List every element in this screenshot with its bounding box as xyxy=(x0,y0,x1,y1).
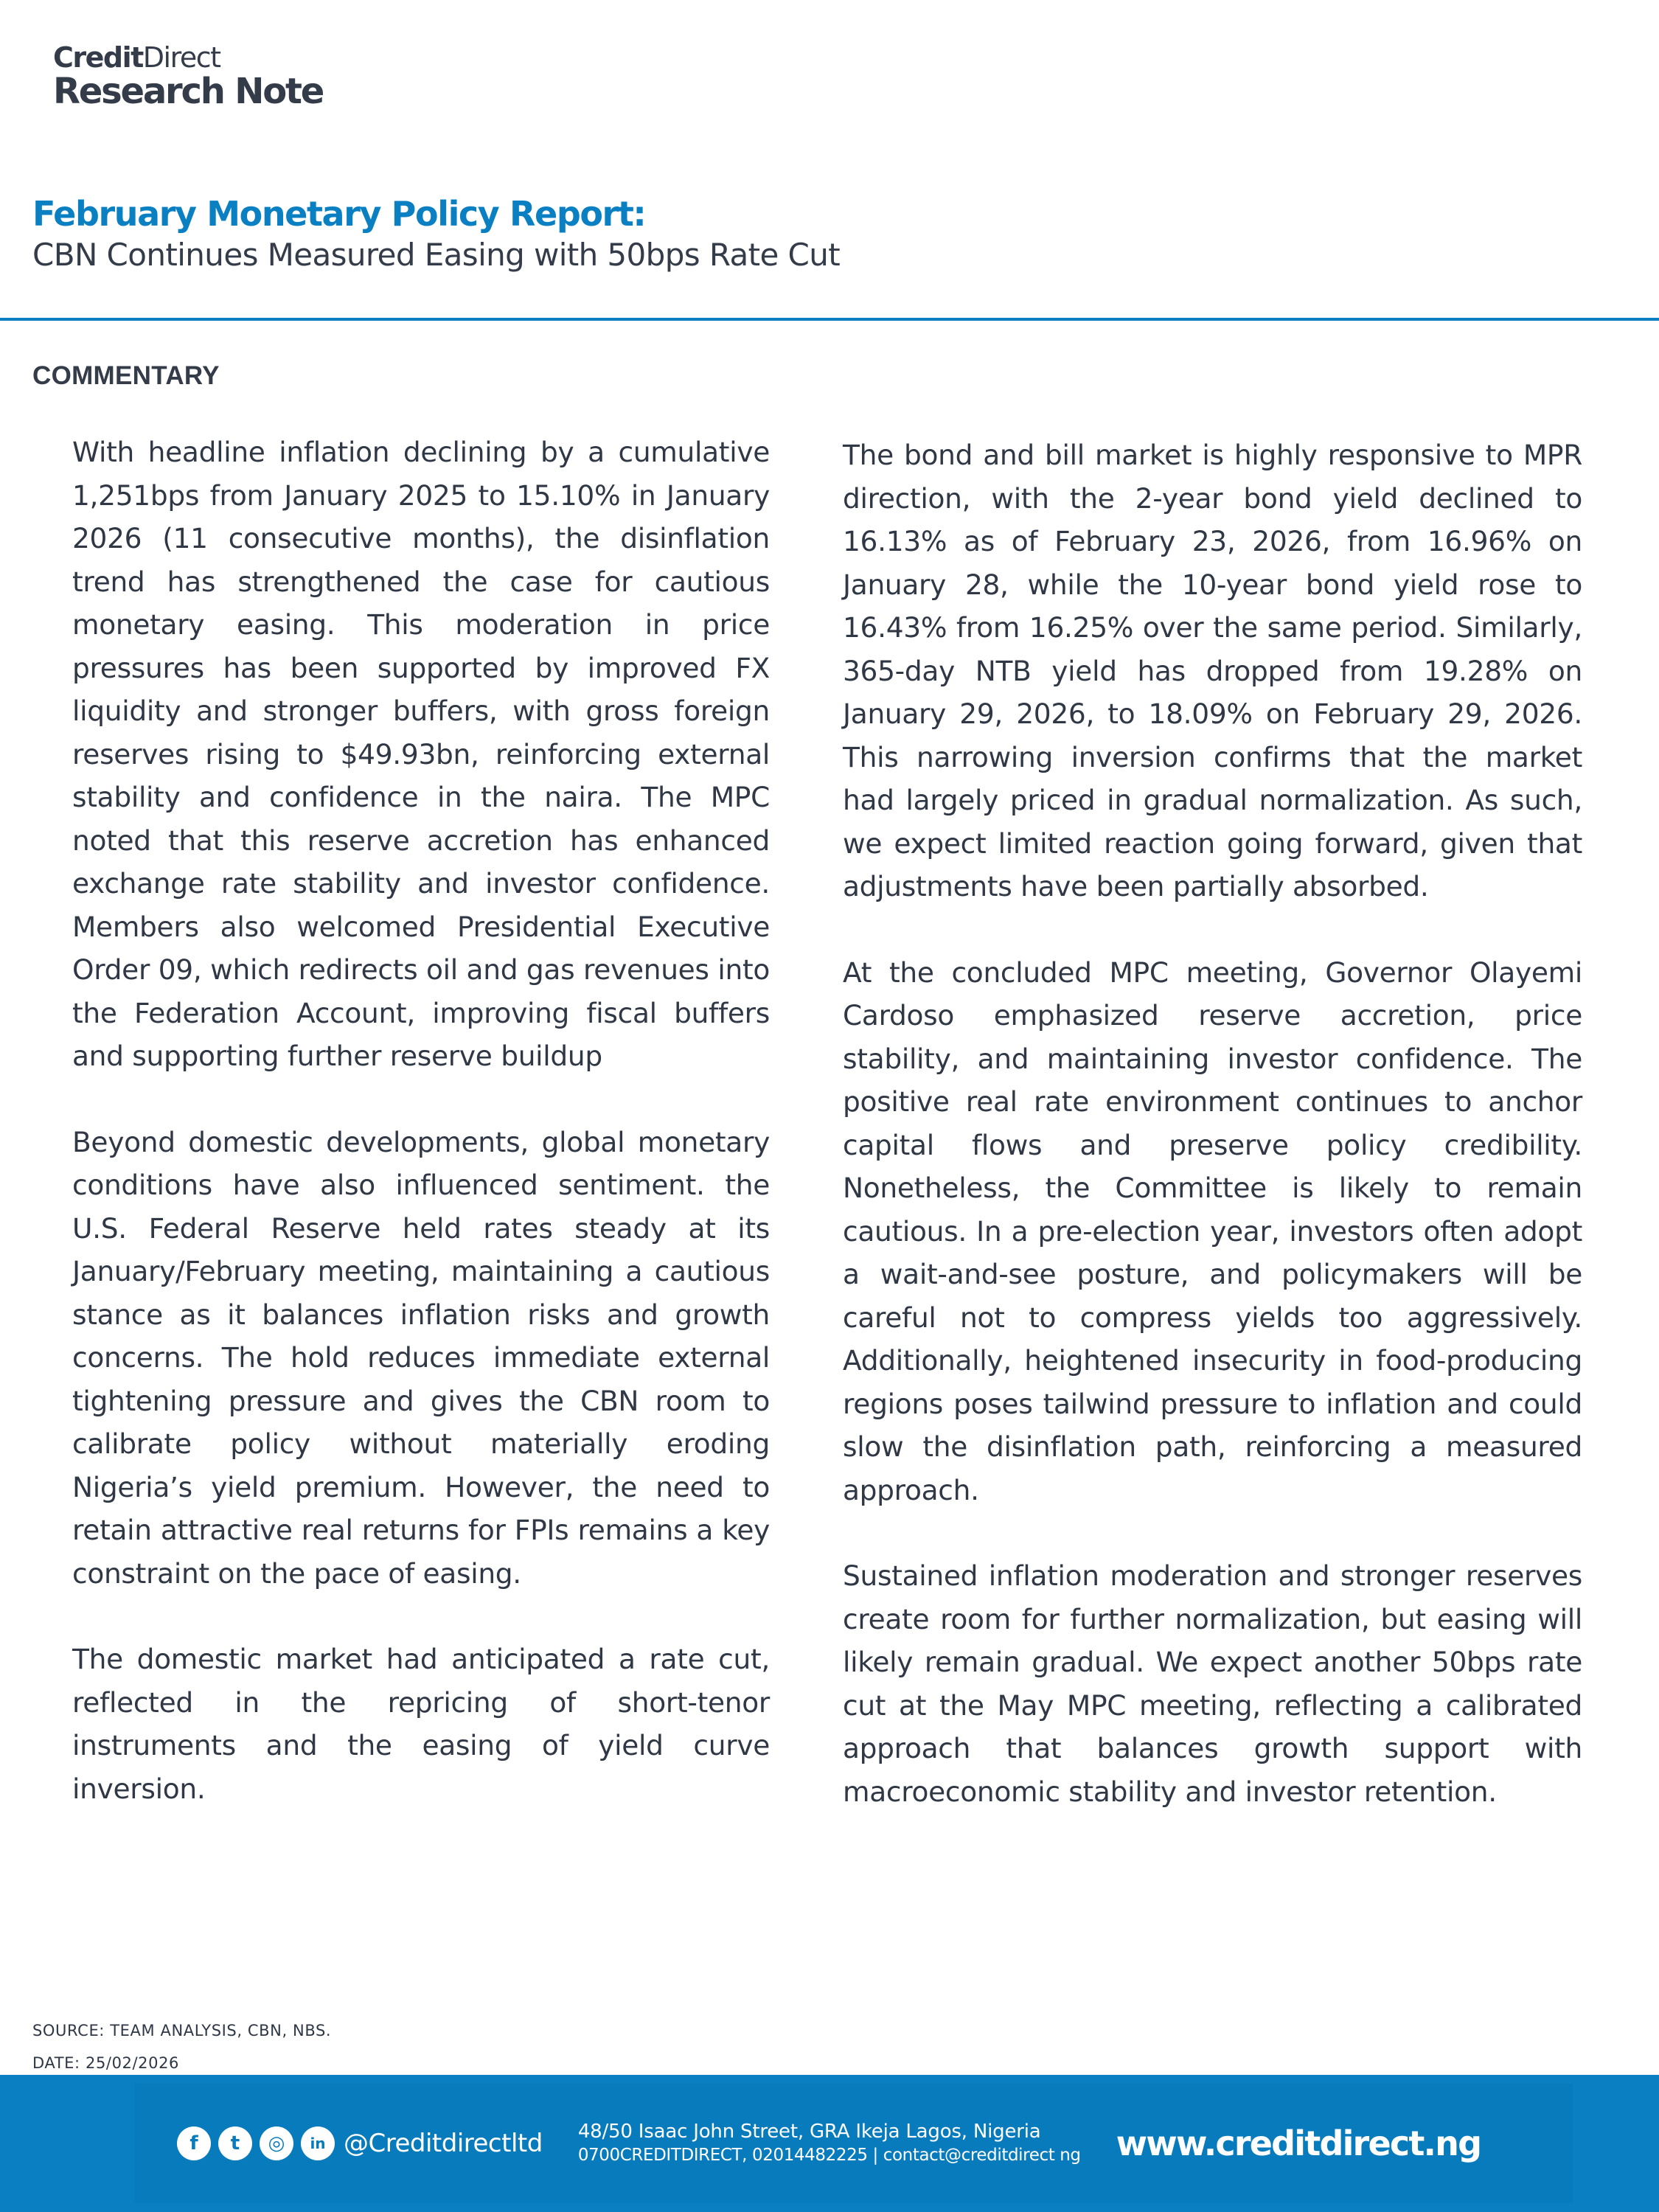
section-heading: COMMENTARY xyxy=(32,361,220,390)
instagram-icon[interactable]: ◎ xyxy=(260,2126,293,2160)
report-subtitle: CBN Continues Measured Easing with 50bps Rate Cut xyxy=(32,237,841,273)
footer-banner xyxy=(135,2084,1573,2203)
paragraph: Sustained inflation moderation and stronger reserves create room for further normalization, but easing will likely remain gradual. We expect another 50bps rate cut at the May MPC meeting, reflecting a calibrated approach that balances growth support with macroeconomic stability and investor retention. xyxy=(843,1559,1582,1808)
report-meta xyxy=(32,2014,331,2079)
street-address: 48/50 Isaac John Street, GRA Ikeja Lagos, Nigeria xyxy=(577,2121,1041,2143)
source-note: SOURCE: TEAM ANALYSIS, CBN, NBS. xyxy=(32,2022,332,2039)
report-title-block xyxy=(32,193,840,276)
publication-type: Research Note xyxy=(53,71,324,112)
linkedin-icon[interactable]: in xyxy=(301,2126,335,2160)
brand-name xyxy=(53,43,323,72)
right-column xyxy=(843,434,1582,1813)
facebook-icon[interactable]: f xyxy=(177,2126,211,2160)
brand-name-bold: Credit xyxy=(53,41,143,74)
contact-address xyxy=(578,2120,1081,2167)
phone-email: 0700CREDITDIRECT, 02014482225 | contact@creditdirect ng xyxy=(577,2146,1081,2165)
website-link[interactable]: www.creditdirect.ng xyxy=(1116,2124,1481,2163)
header-divider xyxy=(0,318,1659,321)
paragraph: With headline inflation declining by a cumulative 1,251bps from January 2025 to 15.10% in January 2026 (11 consecutive months), the disinflation trend has strengthened the case for cautious monetary easing. This moderation in price pressures has been supported by improved FX liquidity and stronger buffers, with gross foreign reserves rising to $49.93bn, reinforcing external stability and confidence in the naira. The MPC noted that this reserve accretion has enhanced exchange rate stability and investor confidence. Members also welcomed Presidential Executive Order 09, which redirects oil and gas revenues into the Federation Account, improving fiscal buffers and supporting further reserve buildup xyxy=(72,436,770,1072)
paragraph: Beyond domestic developments, global monetary conditions have also influenced sentiment. the U.S. Federal Reserve held rates steady at its January/February meeting, maintaining a cautious stance as it balances inflation risks and growth concerns. The hold reduces immediate external tightening pressure and gives the CBN room to calibrate policy without materially eroding Nigeria’s yield premium. However, the need to retain attractive real returns for FPIs remains a key constraint on the pace of easing. xyxy=(72,1125,770,1590)
footer xyxy=(0,2075,1659,2212)
report-title: February Monetary Policy Report: xyxy=(32,194,646,234)
brand-logo xyxy=(53,43,323,111)
social-links xyxy=(177,2126,543,2160)
social-handle[interactable]: @Creditdirectltd xyxy=(344,2129,543,2158)
brand-name-regular: Direct xyxy=(142,41,220,74)
twitter-icon[interactable]: t xyxy=(218,2126,252,2160)
report-date: DATE: 25/02/2026 xyxy=(32,2054,180,2072)
paragraph: At the concluded MPC meeting, Governor Olayemi Cardoso emphasized reserve accretion, price stability, and maintaining investor confidence. The positive real rate environment continues to anchor capital flows and preserve policy credibility. Nonetheless, the Committee is likely to remain cautious. In a pre-election year, investors often adopt a wait-and-see posture, and policymakers will be careful not to compress yields too aggressively. Additionally, heightened insecurity in food-producing regions poses tailwind pressure to inflation and could slow the disinflation path, reinforcing a measured approach. xyxy=(843,956,1582,1506)
left-column xyxy=(72,431,770,1810)
paragraph: The domestic market had anticipated a rate cut, reflected in the repricing of short-tenor instruments and the easing of yield curve inversion. xyxy=(72,1643,770,1805)
paragraph: The bond and bill market is highly responsive to MPR direction, with the 2-year bond yield declined to 16.13% as of February 23, 2026, from 16.96% on January 28, while the 10-year bond yield rose to 16.43% from 16.25% over the same period. Similarly, 365-day NTB yield has dropped from 19.28% on January 29, 2026, to 18.09% on February 29, 2026. This narrowing inversion confirms that the market had largely priced in gradual normalization. As such, we expect limited reaction going forward, given that adjustments have been partially absorbed. xyxy=(843,439,1582,902)
